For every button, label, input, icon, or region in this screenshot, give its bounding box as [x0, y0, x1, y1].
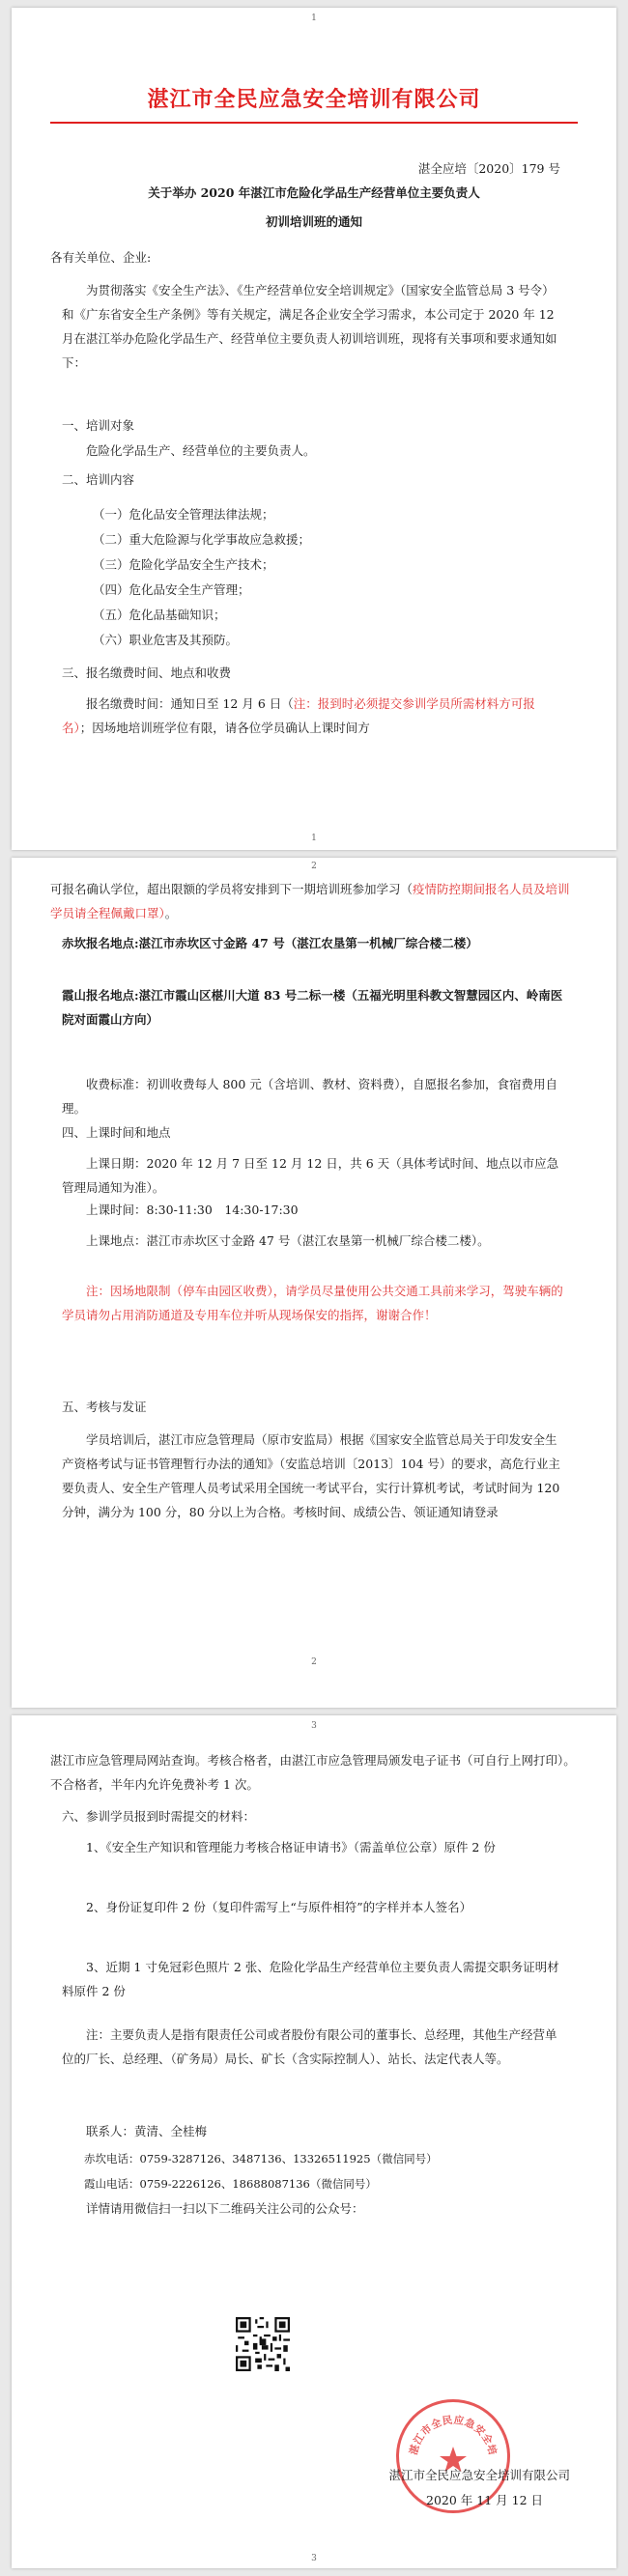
xiashan-phone: 霞山电话：0759-2226126、18688087136（微信同号） [84, 2177, 377, 2191]
registration-deadline [62, 692, 564, 740]
document-page-2 [12, 858, 616, 1708]
material-item-3: 3、近期 1 寸免冠彩色照片 2 张、危险化学品生产经营单位主要负责人需提交职务证明材料原件 2 份 [62, 1960, 559, 1998]
list-item: （六）职业危害及其预防。 [93, 633, 239, 647]
seal-text: 湛江市全民应急安全培 [408, 2414, 499, 2457]
list-item: （四）危化品安全生产管理； [93, 582, 250, 597]
document-page-1 [12, 8, 616, 850]
page-number: 3 [311, 1721, 317, 1731]
certificate-paragraph: 湛江市应急管理局网站查询。考核合格者，由湛江市应急管理局颁发电子证书（可自行上网打印）。不合格者，半年内允许免费补考 1 次。 [50, 1753, 576, 1792]
notice-title-line1: 关于举办 2020 年湛江市危险化学品生产经营单位主要负责人 [148, 185, 480, 200]
notice-title-line2: 初训培训班的通知 [265, 214, 362, 229]
section-3-title: 三、报名缴费时间、地点和收费 [62, 665, 232, 680]
svg-text:湛江市全民应急安全培训有限公司 [399, 2402, 500, 2456]
continue-end: 。 [164, 906, 178, 920]
exam-paragraph: 学员培训后，湛江市应急管理局（原市安监局）根据《国家安全监管总局关于印发安全生产资格考试与证书管理暂行办法的通知》（安监总培训〔2013〕104 号）的要求，高危行业主要负责人、安全生产管理人员考试采用全国统一考试平台，实行计算机考试，考试时间为 120 分钟，满分为 100 分，80 分以上为合格。考核时间、成绩公告、领证通知请登录 [62, 1432, 560, 1519]
intro-paragraph: 为贯彻落实《安全生产法》、《生产经营单位安全培训规定》（国家安全监管总局 3 号令）和《广东省安全生产条例》等有关规定，满足各企业安全学习需求，本公司定于 2020 年 12 月在湛江举办危险化学品生产、经营单位主要负责人初训培训班，现将有关事项和要求通知如下： [62, 283, 557, 370]
parking-note: 注：因场地限制（停车由园区收费），请学员尽量使用公共交通工具前来学习，驾驶车辆的学员请勿占用消防通道及专用车位并听从现场保安的指挥，谢谢合作！ [62, 1284, 563, 1322]
training-topics-list [93, 502, 595, 653]
chikan-label: 赤坎报名地点: [62, 936, 139, 950]
doc-number: 湛全应培〔2020〕179 号 [417, 161, 560, 176]
deadline-tail: ；因场地培训班学位有限，请各位学员确认上课时间方 [79, 721, 370, 735]
mask-note: 疫情防控期间报名人员及培训学员请全程佩戴口罩） [50, 882, 570, 920]
document-page-3 [12, 1715, 616, 2568]
section-1-body: 危险化学品生产、经营单位的主要负责人。 [86, 443, 316, 458]
material-item-2: 2、身份证复印件 2 份（复印件需写上“与原件相符”的字样并本人签名） [86, 1900, 472, 1914]
list-item: （二）重大危险源与化学事故应急救援； [93, 532, 311, 547]
class-date: 上课日期：2020 年 12 月 7 日至 12 月 12 日，共 6 天（具体考试时间、地点以市应急管理局通知为准）。 [62, 1156, 559, 1195]
material-item-1: 1、《安全生产知识和管理能力考核合格证申请书》（需盖单位公章）原件 2 份 [86, 1840, 496, 1854]
section-6-title: 六、参训学员报到时需提交的材料： [62, 1809, 256, 1824]
continue-paragraph [50, 877, 578, 925]
wechat-qr-code [236, 2317, 290, 2371]
deadline-note: 注：报到时必须提交参训学员所需材料方可报名） [62, 696, 535, 735]
fee-standard: 收费标准：初训收费每人 800 元（含培训、教材、资料费），自愿报名参加，食宿费用自理。 [62, 1077, 558, 1116]
xiashan-label: 霞山报名地点: [62, 988, 139, 1003]
list-item: （五）危化品基础知识； [93, 608, 226, 622]
page-number-bottom: 2 [311, 1657, 317, 1667]
wechat-instruction: 详情请用微信扫一扫以下二维码关注公司的公众号： [86, 2201, 364, 2216]
chikan-location [62, 931, 564, 955]
chikan-address: 湛江市赤坎区寸金路 47 号（湛江农垦第一机械厂综合楼二楼） [138, 936, 478, 950]
class-time: 上课时间：8:30-11:30 14:30-17:30 [86, 1203, 299, 1217]
page-number: 1 [311, 14, 317, 23]
page-number-bottom: 1 [311, 834, 317, 843]
page-number-bottom: 3 [311, 2554, 317, 2563]
signature-date: 2020 年 11 月 12 日 [426, 2493, 543, 2507]
continue-text: 可报名确认学位，超出限额的学员将安排到下一期培训班参加学习（ [50, 882, 414, 896]
page-number: 2 [311, 862, 317, 871]
salutation: 各有关单位、企业: [50, 250, 152, 265]
list-item: （三）危险化学品安全生产技术； [93, 557, 274, 572]
chikan-phone: 赤坎电话：0759-3287126、3487136、13326511925（微信同号） [84, 2152, 438, 2166]
contact-persons: 联系人：黄清、全桂梅 [86, 2124, 208, 2138]
header-red-rule [50, 122, 578, 124]
signature-company: 湛江市全民应急安全培训有限公司 [388, 2468, 570, 2482]
section-1-title: 一、培训对象 [62, 418, 135, 433]
xiashan-address: 湛江市霞山区椹川大道 83 号二标一楼（五福光明里科教文智慧园区内、岭南医院对面霞山方向） [62, 988, 563, 1027]
company-header: 湛江市全民应急安全培训有限公司 [147, 88, 481, 112]
class-place: 上课地点：湛江市赤坎区寸金路 47 号（湛江农垦第一机械厂综合楼二楼）。 [86, 1233, 490, 1248]
list-item: （一）危化品安全管理法律法规； [93, 507, 274, 522]
section-4-title: 四、上课时间和地点 [62, 1125, 171, 1140]
deadline-text: 报名缴费时间：通知日至 12 月 6 日（ [86, 696, 294, 711]
xiashan-location [62, 983, 564, 1032]
responsible-person-note: 注：主要负责人是指有限责任公司或者股份有限公司的董事长、总经理，其他生产经营单位的厂长、总经理、（矿务局）局长、矿长（含实际控制人）、站长、法定代表人等。 [62, 2027, 557, 2066]
section-5-title: 五、考核与发证 [62, 1400, 147, 1414]
section-2-title: 二、培训内容 [62, 472, 135, 487]
